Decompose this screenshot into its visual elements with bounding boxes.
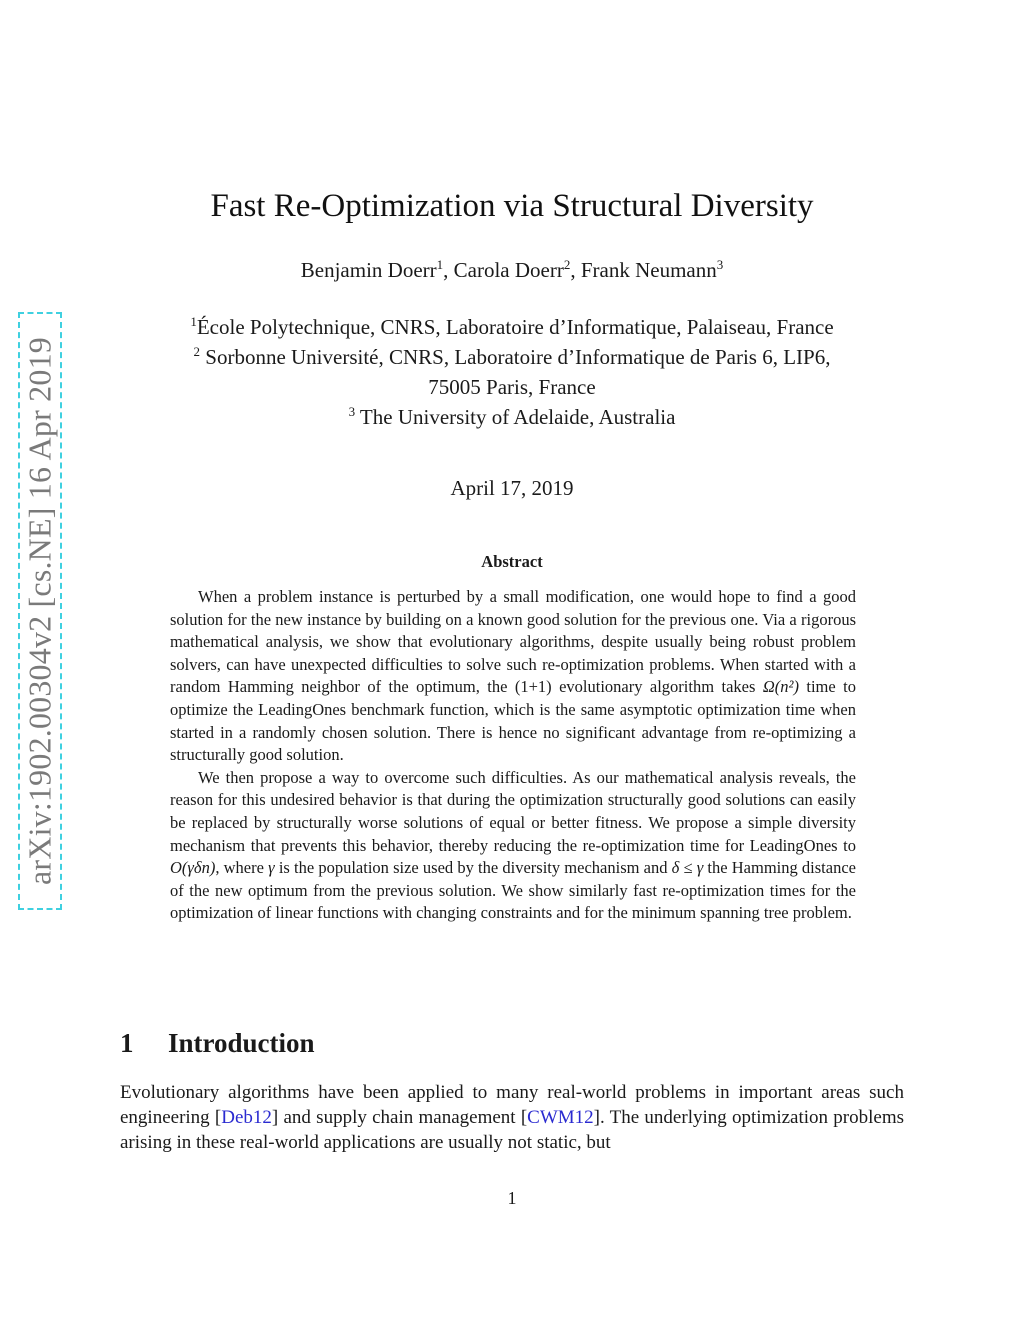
- intro-text: ]. The underlying optimization problems arising in these real-world applications are usually not static, but: [120, 1107, 904, 1153]
- affiliation-text: Sorbonne Université, CNRS, Laboratoire d’Informatique de Paris 6, LIP6,: [200, 345, 831, 369]
- intro-text: Evolutionary algorithms have been applied to many real-world problems in important areas such engineering [: [120, 1082, 904, 1128]
- arxiv-stamp[interactable]: arXiv:1902.00304v2 [cs.NE] 16 Apr 2019: [21, 337, 58, 885]
- abstract-text: We then propose a way to overcome such difficulties. As our mathematical analysis reveals, the reason for this undesired behavior is that during the optimization structurally good solutions can easily be replaced by structurally worse solutions of equal or better fitness. We propose a simple diversity mechanism that prevents this behavior, thereby reducing the re-optimization time for LeadingOnes to: [170, 767, 856, 855]
- abstract-text: , where: [215, 858, 269, 878]
- intro-text: ] and supply chain management [: [271, 1107, 528, 1128]
- abstract-paragraph: [170, 586, 856, 767]
- author-affil-mark: 3: [716, 257, 724, 272]
- author-list: Benjamin Doerr$^1$, Carola Doerr$^2$, Frank Neumann$^3$: [300, 257, 724, 282]
- affiliation-2-continued: 75005 Paris, France: [428, 375, 596, 399]
- affiliation-text: École Polytechnique, CNRS, Laboratoire d’Informatique, Palaiseau, France: [196, 315, 834, 339]
- intro-paragraph: [120, 1080, 904, 1155]
- citation-link[interactable]: CWM12: [527, 1107, 594, 1128]
- abstract-text: the Hamming distance of the new optimum from the previous solution. We show similarly fast re-optimization times for the optimization of linear functions with changing constraints and for the minimum spanning tree problem.: [170, 858, 856, 923]
- section-number: 1: [120, 1028, 134, 1058]
- abstract-text: is the population size used by the diversity mechanism and: [274, 858, 672, 878]
- citation-link[interactable]: Deb12: [221, 1107, 272, 1128]
- page-number: 1: [507, 1188, 517, 1208]
- author-affil-mark: 2: [563, 257, 571, 272]
- abstract-paragraph: [170, 767, 856, 925]
- affiliation-2: [0, 342, 1024, 372]
- paper-title: Fast Re-Optimization via Structural Diversity: [210, 188, 814, 224]
- section-title: Introduction: [168, 1028, 315, 1058]
- author-name: Frank Neumann: [580, 258, 717, 282]
- abstract-heading: Abstract: [481, 552, 543, 571]
- affiliation-1: [0, 312, 1024, 342]
- affiliation-3: [0, 402, 1024, 432]
- math-inline: Ω(n²): [762, 677, 799, 697]
- abstract-body: [170, 586, 856, 925]
- affiliation-text: The University of Adelaide, Australia: [355, 405, 676, 429]
- paper-date: April 17, 2019: [450, 476, 574, 500]
- author-affil-mark: 1: [436, 257, 444, 272]
- math-inline: δ ≤ γ: [671, 858, 704, 878]
- introduction-body: [120, 1080, 904, 1155]
- affiliation-mark: 2: [193, 344, 201, 359]
- math-inline: O(γδn): [170, 858, 216, 878]
- section-heading: [120, 1028, 315, 1059]
- abstract-text: time to optimize the LeadingOnes benchmark function, which is the same asymptotic optimization time when started in a randomly chosen solution. There is hence no significant advantage from re-optimizing a structurally good solution.: [170, 677, 856, 765]
- affiliation-mark: 3: [348, 404, 356, 419]
- abstract-text: When a problem instance is perturbed by a small modification, one would hope to find a good solution for the new instance by building on a known good solution for the previous one. Via a rigorous mathematical analysis, we show that evolutionary algorithms, despite usually being robust problem solvers, can have unexpected difficulties to solve such re-optimization problems. When started with a random Hamming neighbor of the optimum, the (1+1) evolutionary algorithm takes: [170, 587, 856, 697]
- affiliation-mark: 1: [190, 314, 197, 329]
- author-name: Benjamin Doerr: [300, 258, 437, 282]
- math-inline: γ: [268, 858, 275, 878]
- author-name: Carola Doerr: [453, 258, 564, 282]
